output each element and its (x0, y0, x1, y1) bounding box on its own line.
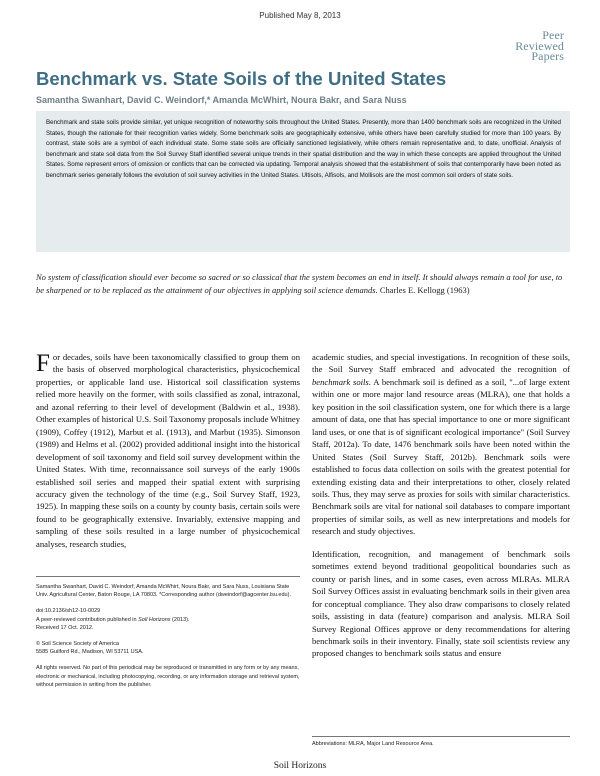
doi: doi:10.2136/sh12-10-0029 (36, 608, 101, 615)
abbreviations-divider (312, 736, 570, 737)
body-column-left (36, 351, 300, 550)
publisher-address: 5585 Guilford Rd., Madison, WI 53711 USA. (36, 649, 144, 656)
paragraph: Identification, recognition, and management of benchmark soils sometimes extend beyond traditional geopolitical boundaries such as county or parish lines, and in some cases, even across MLRAs. MLRA Soil Survey Offices assist in evaluating benchmark soils in their given area for conceptual compliance. They also draw comparisons to closely related soils, assisting in data (feature) comparison and analysis. MLRA Soil Survey Regional Offices approve or deny recommendations for altering benchmark soils in their inventory. Finally, state soil scientists review any proposed changes to benchmark soils status and ensure (312, 548, 570, 659)
journal-name: Soil Horizons (138, 616, 171, 623)
abbreviations: Abbreviations: MLRA, Major Land Resource Area. (312, 741, 434, 747)
paragraph (312, 351, 570, 538)
epigraph-source: Charles E. Kellogg (1963) (377, 284, 470, 295)
paragraph-text: academic studies, and special investigations. In recognition of these soils, the Soil Survey Staff embraced and advocated the recognition of (312, 352, 570, 375)
peer-label-line-1: Peer (542, 28, 564, 42)
footnote-block (36, 583, 300, 689)
article-title: Benchmark vs. State Soils of the United States (36, 68, 447, 89)
footnote-divider (36, 576, 300, 577)
published-date: Published May 8, 2013 (259, 11, 341, 20)
peer-reviewed-label (515, 30, 564, 62)
copyright: © Soil Science Society of America (36, 641, 119, 648)
emphasis-term: benchmark soils (312, 376, 369, 387)
paragraph-text: or decades, soils have been taxonomically classified to group them on the basis of observed morphological characteristics, physicochemical properties, or applicable land use. Historical soil classification systems relied more heavily on the former, with soils classified as zonal, intrazonal, and azonal referring to their level of development (Baldwin et al., 1938). Other examples of historical U.S. Soil Taxonomy proposals include Whitney (1909), Coffey (1912), Marbut et al. (1913), and Marbut (1935). Simonson (1989) and Helms et al. (2002) provided additional insight into the historical development of soil taxonomy and field soil survey development within the United States. With time, reconnaissance soil surveys of the early 1900s established soil series and mapped their spatial extent with surprising accuracy given the technology of the time (e.g., Soil Survey Staff, 1923, 1925). In mapping these soils on a county by county basis, certain soils were found to be geographically extensive. Invariably, extensive mapping and sampling of these soils resulted in a large number of physicochemical analyses, research studies, (36, 352, 300, 549)
author-list: Samantha Swanhart, David C. Weindorf,* Amanda McWhirt, Noura Bakr, and Sara Nuss (36, 95, 407, 105)
preprint-note (36, 616, 300, 624)
preprint-text: A peer-reviewed contribution published in (36, 616, 139, 623)
preprint-text: (2013). (170, 616, 190, 623)
drop-cap: F (36, 350, 50, 377)
journal-footer: Soil Horizons (273, 761, 327, 771)
epigraph (36, 271, 570, 296)
affiliation: Samantha Swanhart, David C. Weindorf, Amanda McWhirt, Noura Bakr, and Sara Nuss, Louisiana State Univ. Agricultural Center, Baton Rouge, LA 70803. *Corresponding author (dweindorf@agcenter.lsu.edu). (36, 584, 291, 599)
paragraph-text: . A benchmark soil is defined as a soil, "...of large extent within one or more major land resource areas (MLRA), one that holds a key position in the soil classification system, one for which there is a large amount of data, one that has special importance to one or more significant land uses, or one that is of significant ecological importance" (Soil Survey Staff, 2012a). To date, 1476 benchmark soils have been noted within the United States (Soil Survey Staff, 2012b). Benchmark soils were established to focus data collection on soils with the greatest potential for extending existing data and their interpretations to other, closely related soils. Thus, they may serve as proxies for soils with similar characteristics. Benchmark soils are vital for national soil databases to compare important properties of similar soils, as well as new interpretations and models for research and study objectives. (312, 376, 570, 537)
abstract-text: Benchmark and state soils provide similar, yet unique recognition of noteworthy soils throughout the United States. Presently, more than 1400 benchmark soils are recognized in the United States, though the rationale for their recognition varies widely. Some benchmark soils are geographically extensive, while others have been carefully studied for more than 100 years. By contrast, state soils are a symbol of each individual state. Some state soils are officially sanctioned legislatively, while others remain representative and, to date, unofficial. Analysis of benchmark and state soil data from the Soil Survey Staff identified several unique trends in their spatial distribution and the way in which these concepts are applied throughout the United States. Some represent errors of omission or conflicts that can be corrected via updating. Temporal analysis showed that the establishment of soils that contemporarily have been noted as benchmark series generally follows the evolution of soil survey activities in the United States. Ultisols, Alfisols, and Mollisols are the most common soil orders of state soils. (46, 119, 561, 179)
peer-label-line-3: Papers (531, 49, 564, 63)
rights-statement: All rights reserved. No part of this periodical may be reproduced or transmitted in any form or by any means, electronic or mechanical, including photocopying, recording, or any information storage and retrieval system, without permission in writing from the publisher. (36, 665, 300, 688)
epigraph-quote: No system of classification should ever become so sacred or so classical that the system becomes an end in itself. It should always remain a tool for use, to be sharpened or to be replaced as the attainment of our objectives in applying soil science demands. (36, 272, 563, 295)
received-date: Received 17 Oct. 2012. (36, 624, 94, 631)
body-column-right (312, 351, 570, 660)
peer-label-line-2: Reviewed (515, 38, 564, 53)
paragraph (36, 351, 300, 550)
